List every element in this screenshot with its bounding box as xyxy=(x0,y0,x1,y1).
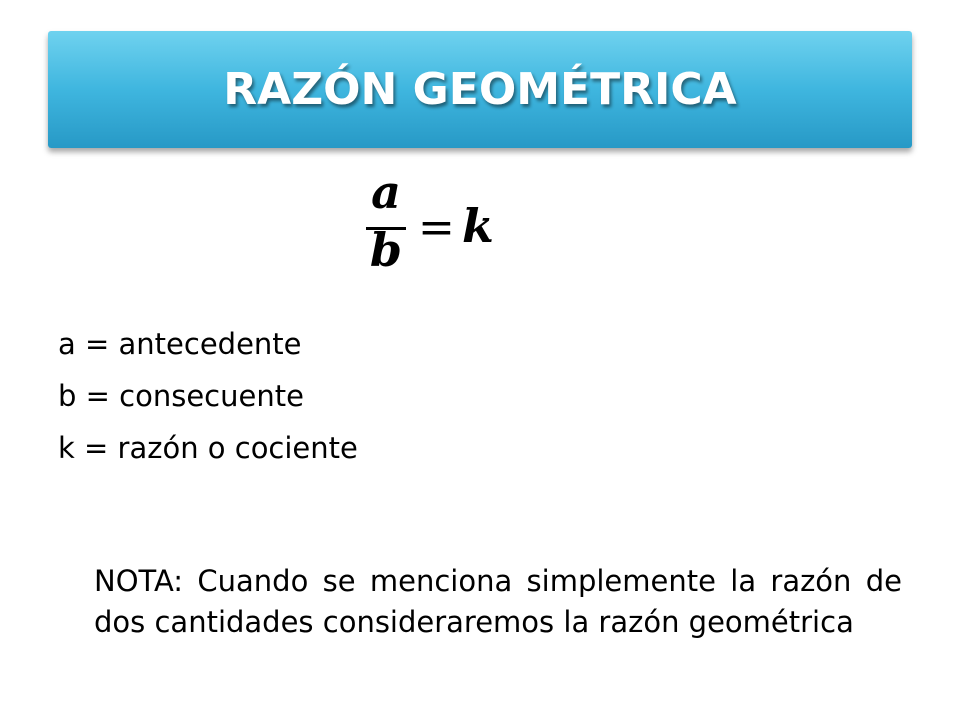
definition-consequent: b = consecuente xyxy=(58,379,304,413)
title-banner xyxy=(48,31,912,148)
formula-numerator: a xyxy=(371,165,401,219)
note-paragraph: NOTA: Cuando se menciona simplemente la razón de dos cantidades consideraremos la razón geométrica xyxy=(94,564,902,639)
definitions-list xyxy=(58,318,358,474)
formula-equals-sign: = xyxy=(418,202,455,253)
definition-antecedent: a = antecedente xyxy=(58,327,302,361)
formula-result: k xyxy=(462,199,494,253)
definition-ratio: k = razón o cociente xyxy=(58,431,358,465)
formula-denominator: b xyxy=(369,223,403,277)
slide-title: RAZÓN GEOMÉTRICA xyxy=(223,64,737,115)
ratio-formula xyxy=(360,165,520,285)
